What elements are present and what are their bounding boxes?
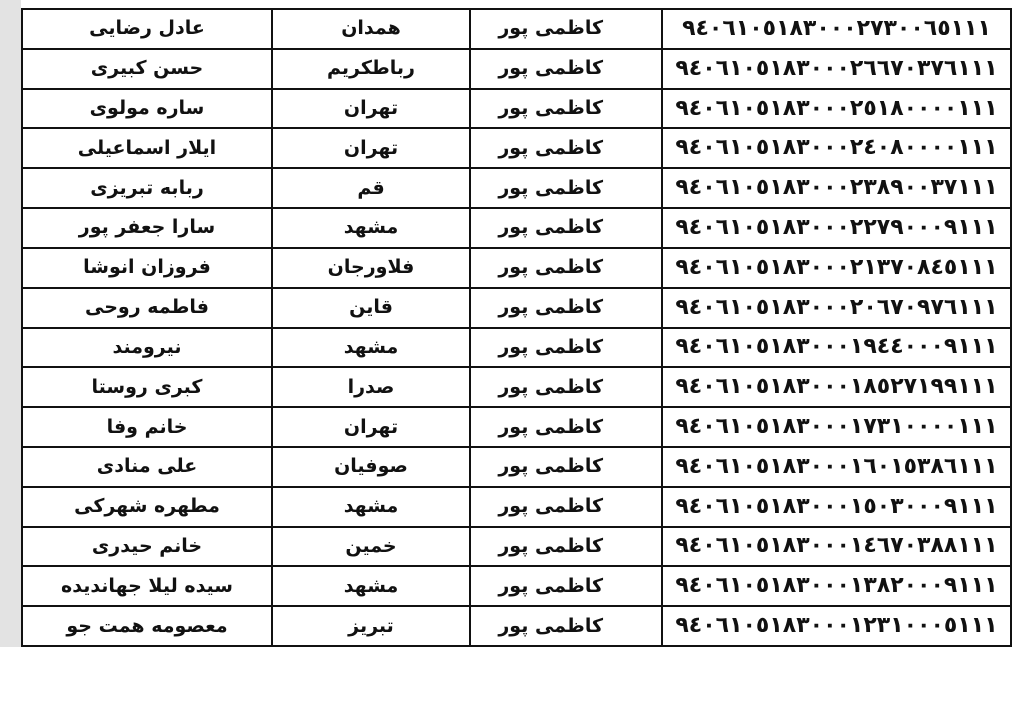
table-row bbox=[22, 208, 1011, 248]
table-row bbox=[22, 606, 1011, 646]
table-row bbox=[22, 566, 1011, 606]
surname-cell: کاظمی پور bbox=[470, 248, 662, 288]
person-name-cell: مطهره شهرکی bbox=[22, 487, 272, 527]
person-name-cell: ربابه تبریزی bbox=[22, 168, 272, 208]
person-name-cell: عادل رضایی bbox=[22, 9, 272, 49]
person-name-cell: حسن کبیری bbox=[22, 49, 272, 89]
table-row bbox=[22, 447, 1011, 487]
city-cell: تبریز bbox=[272, 606, 470, 646]
person-name-cell: سیده لیلا جهاندیده bbox=[22, 566, 272, 606]
surname-cell: کاظمی پور bbox=[470, 168, 662, 208]
code-cell: ۹٤۰٦۱۰٥۱۸۳۰۰۰۱۷۳۱۰۰۰۰۱۱۱ bbox=[662, 407, 1011, 447]
city-cell: مشهد bbox=[272, 566, 470, 606]
city-cell: فلاورجان bbox=[272, 248, 470, 288]
city-cell: همدان bbox=[272, 9, 470, 49]
city-cell: قاین bbox=[272, 288, 470, 328]
surname-cell: کاظمی پور bbox=[470, 89, 662, 129]
table-row bbox=[22, 9, 1011, 49]
person-name-cell: فاطمه روحی bbox=[22, 288, 272, 328]
person-name-cell: کبری روستا bbox=[22, 367, 272, 407]
code-cell: ۹٤۰٦۱۰٥۱۸۳۰۰۰۲٦٦۷۰۳۷٦۱۱۱ bbox=[662, 49, 1011, 89]
city-cell: مشهد bbox=[272, 328, 470, 368]
code-cell: ۹٤۰٦۱۰٥۱۸۳۰۰۰۲۳۸۹۰۰۳۷۱۱۱ bbox=[662, 168, 1011, 208]
code-cell: ۹٤۰٦۱۰٥۱۸۳۰۰۰۲۱۳۷۰۸٤٥۱۱۱ bbox=[662, 248, 1011, 288]
surname-cell: کاظمی پور bbox=[470, 527, 662, 567]
table-row bbox=[22, 487, 1011, 527]
city-cell: خمین bbox=[272, 527, 470, 567]
table-row bbox=[22, 248, 1011, 288]
table-row bbox=[22, 49, 1011, 89]
records-table-body bbox=[22, 9, 1011, 646]
code-cell: ۹٤۰٦۱۰٥۱۸۳۰۰۰۲٥۱۸۰۰۰۰۱۱۱ bbox=[662, 89, 1011, 129]
city-cell: تهران bbox=[272, 407, 470, 447]
city-cell: تهران bbox=[272, 89, 470, 129]
records-table-container bbox=[21, 8, 998, 647]
code-cell: ۹٤۰٦۱۰٥۱۸۳۰۰۰۱٦۰۱٥۳۸٦۱۱۱ bbox=[662, 447, 1011, 487]
city-cell: صوفیان bbox=[272, 447, 470, 487]
surname-cell: کاظمی پور bbox=[470, 128, 662, 168]
person-name-cell: علی منادی bbox=[22, 447, 272, 487]
code-cell: ۹٤۰٦۱۰٥۱۸۳۰۰۰۱۲۳۱۰۰۰٥۱۱۱ bbox=[662, 606, 1011, 646]
code-cell: ۹٤۰٦۱۰٥۱۸۳۰۰۰۲۰٦۷۰۹۷٦۱۱۱ bbox=[662, 288, 1011, 328]
surname-cell: کاظمی پور bbox=[470, 367, 662, 407]
table-row bbox=[22, 168, 1011, 208]
code-cell: ۹٤۰٦۱۰٥۱۸۳۰۰۰۱٥۰۳۰۰۰۹۱۱۱ bbox=[662, 487, 1011, 527]
person-name-cell: سارا جعفر پور bbox=[22, 208, 272, 248]
person-name-cell: خانم وفا bbox=[22, 407, 272, 447]
person-name-cell: فروزان انوشا bbox=[22, 248, 272, 288]
table-row bbox=[22, 367, 1011, 407]
code-cell: ۹٤۰٦۱۰٥۱۸۳۰۰۰۲٤۰۸۰۰۰۰۱۱۱ bbox=[662, 128, 1011, 168]
person-name-cell: ایلار اسماعیلی bbox=[22, 128, 272, 168]
city-cell: قم bbox=[272, 168, 470, 208]
table-row bbox=[22, 128, 1011, 168]
city-cell: مشهد bbox=[272, 208, 470, 248]
code-cell: ۹٤۰٦۱۰٥۱۸۳۰۰۰۱۸٥۲۷۱۹۹۱۱۱ bbox=[662, 367, 1011, 407]
surname-cell: کاظمی پور bbox=[470, 566, 662, 606]
table-row bbox=[22, 89, 1011, 129]
surname-cell: کاظمی پور bbox=[470, 407, 662, 447]
surname-cell: کاظمی پور bbox=[470, 606, 662, 646]
person-name-cell: خانم حیدری bbox=[22, 527, 272, 567]
table-row bbox=[22, 407, 1011, 447]
code-cell: ۹٤۰٦۱۰٥۱۸۳۰۰۰۱۹٤٤۰۰۰۹۱۱۱ bbox=[662, 328, 1011, 368]
table-row bbox=[22, 527, 1011, 567]
city-cell: رباطکریم bbox=[272, 49, 470, 89]
code-cell: ۹٤۰٦۱۰٥۱۸۳۰۰۰۱۳۸۲۰۰۰۹۱۱۱ bbox=[662, 566, 1011, 606]
person-name-cell: ساره مولوی bbox=[22, 89, 272, 129]
city-cell: صدرا bbox=[272, 367, 470, 407]
table-row bbox=[22, 328, 1011, 368]
person-name-cell: نیرومند bbox=[22, 328, 272, 368]
code-cell: ۹٤۰٦۱۰٥۱۸۳۰۰۰۲۷۳۰۰٦٥۱۱۱ bbox=[662, 9, 1011, 49]
table-row bbox=[22, 288, 1011, 328]
surname-cell: کاظمی پور bbox=[470, 288, 662, 328]
city-cell: مشهد bbox=[272, 487, 470, 527]
surname-cell: کاظمی پور bbox=[470, 328, 662, 368]
code-cell: ۹٤۰٦۱۰٥۱۸۳۰۰۰۲۲۷۹۰۰۰۹۱۱۱ bbox=[662, 208, 1011, 248]
surname-cell: کاظمی پور bbox=[470, 208, 662, 248]
left-edge-shade bbox=[0, 0, 21, 647]
surname-cell: کاظمی پور bbox=[470, 447, 662, 487]
surname-cell: کاظمی پور bbox=[470, 9, 662, 49]
records-table bbox=[21, 8, 1012, 647]
code-cell: ۹٤۰٦۱۰٥۱۸۳۰۰۰۱٤٦۷۰۳۸۸۱۱۱ bbox=[662, 527, 1011, 567]
person-name-cell: معصومه همت جو bbox=[22, 606, 272, 646]
surname-cell: کاظمی پور bbox=[470, 49, 662, 89]
surname-cell: کاظمی پور bbox=[470, 487, 662, 527]
city-cell: تهران bbox=[272, 128, 470, 168]
